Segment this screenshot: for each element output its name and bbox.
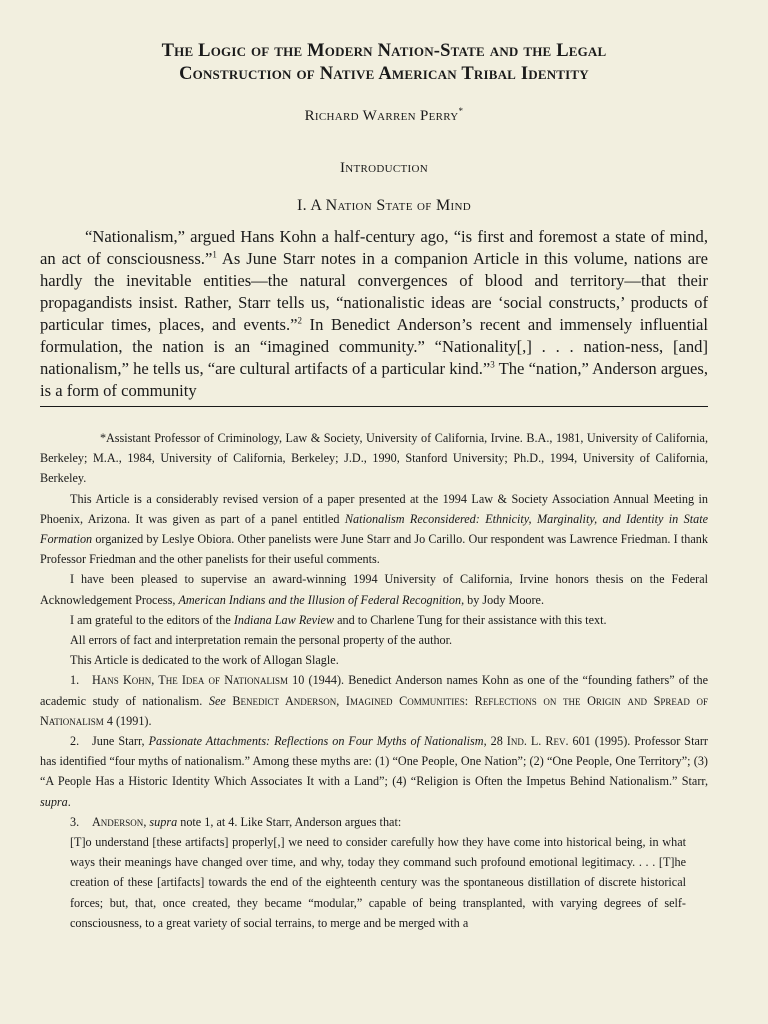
footnote-grateful <box>40 610 708 630</box>
body-paragraph <box>40 226 708 402</box>
thesis-title: American Indians and the Illusion of Federal Recognition <box>178 592 462 607</box>
footnote-text: This Article is a considerably revised version of a paper presented at the 1994 Law & Society Association Annual Meeting in Phoenix, Arizona. It was given as part of a panel entitled <box>40 491 708 526</box>
journal-name: Indiana Law Review <box>233 612 335 627</box>
body-text-segment: In Benedict Anderson’s recent and immensely influential formulation, the nation is an “imagined community.” “Nationality[,] . . . nation-ness, [and] nationalism,” he tells us, “are cultural artifacts of a particular kind.” <box>40 315 708 378</box>
footnote-text: Assistant Professor of Criminology, Law & Society, University of California, Irvine. B.A., 1981, University of California, Berkeley; M.A., 1984, University of California, Berkeley; J.D., 1990, Stanford University; Ph.D., 1994, University of California, Berkeley. <box>40 431 708 486</box>
footnote-text: . <box>67 794 71 809</box>
author-line <box>0 106 768 125</box>
introduction-heading: Introduction <box>339 160 429 176</box>
panel-title: Nationalism Reconsidered: Ethnicity, Marginality, and Identity in State Formation <box>40 511 708 547</box>
body-text-segment: The “nation,” Anderson argues, is a form of community <box>40 359 708 400</box>
footnote-ref-3: 3 <box>490 359 495 370</box>
citation-signal: See <box>208 693 226 708</box>
book-citation: Benedict Anderson, Imagined Communities: Reflections on the Origin and Spread of Nationalism <box>40 693 708 728</box>
citation-signal: supra <box>40 794 68 809</box>
footnote-revision <box>40 489 708 570</box>
footnote-ref-1: 1 <box>212 249 217 260</box>
journal-abbreviation: Ind. L. Rev. <box>506 734 569 749</box>
footnote-text: and to Charlene Tung for their assistance with this text. <box>334 612 607 627</box>
footnote-text: 10 (1944). Benedict Anderson names Kohn as one of the “founding fathers” of the academic study of nationalism. <box>40 673 708 708</box>
footnote-1 <box>40 670 708 731</box>
title-line-1: The Logic of the Modern Nation-State and the Legal <box>161 41 607 61</box>
article-citation-title: Passionate Attachments: Reflections on Four Myths of Nationalism <box>148 734 484 749</box>
author-footnote-mark: * <box>458 106 464 116</box>
footnote-text: I have been pleased to supervise an award-winning 1994 University of California, Irvine honors thesis on the Federal Acknowledgement Process, <box>40 572 708 607</box>
citation-signal: supra <box>149 814 178 829</box>
body-text-segment: “Nationalism,” argued Hans Kohn a half-century ago, “is first and foremost a state of mind, an act of consciousness.” <box>40 227 708 268</box>
article-title <box>40 40 728 86</box>
title-line-2: Construction of Native American Tribal Identity <box>179 64 589 84</box>
footnote-divider <box>40 406 708 407</box>
body-text <box>40 226 708 402</box>
block-quote: [T]o understand [these artifacts] properly[,] we need to consider carefully how they have come into historical being, in what ways their meanings have changed over time, and why, today they command such profound emotional legitimacy. . . . [T]he creation of these [artifacts] towards the end of the eighteenth century was the spontaneous distillation of discrete historical forces; but, that, once created, they became “modular,” capable of being transplanted, with varying degrees of self-consciousness, to a great variety of social terrains, to merge and be merged with a <box>70 835 686 930</box>
footnote-text: 4 (1991). <box>103 713 152 728</box>
footnotes <box>40 428 708 933</box>
footnote-number: 1. <box>70 673 80 688</box>
footnote-dedication: This Article is dedicated to the work of Allogan Slagle. <box>70 653 339 668</box>
footnote-text: note 1, at 4. Like Starr, Anderson argues that: <box>177 814 402 829</box>
author-citation: Anderson <box>92 814 144 829</box>
section-heading: I. A Nation State of Mind <box>297 197 471 214</box>
book-citation: Hans Kohn, The Idea of Nationalism <box>92 673 289 688</box>
author-name: Richard Warren Perry <box>304 108 459 124</box>
footnote-ref-2: 2 <box>297 315 302 326</box>
body-text-segment: As June Starr notes in a companion Article in this volume, nations are hardly the inevitable entities—the natural convergences of blood and territory—that their propagandists insist. Rather, Starr tells us, “nationalistic ideas are ‘social constructs,’ products of particular times, places, and events.” <box>40 249 708 334</box>
footnote-number: 3. <box>70 814 80 829</box>
footnote-star-mark: * <box>100 431 107 445</box>
footnote-text: , by Jody Moore. <box>461 592 545 607</box>
footnote-text: , <box>143 814 150 829</box>
footnote-star <box>40 428 708 489</box>
footnote-text: organized by Leslye Obiora. Other panelists were June Starr and Jo Carillo. Our respondent was Lawrence Friedman. I thank Professor Friedman and the other panelists for their useful comments. <box>40 532 708 567</box>
footnote-text: I am grateful to the editors of the <box>70 612 234 627</box>
footnote-text: June Starr, <box>92 734 149 749</box>
footnote-number: 2. <box>70 734 80 749</box>
footnote-errors: All errors of fact and interpretation remain the personal property of the author. <box>70 633 453 648</box>
footnote-text: , 28 <box>483 734 507 749</box>
footnote-2 <box>40 731 708 812</box>
footnote-3 <box>40 812 708 832</box>
footnote-thesis <box>40 569 708 609</box>
footnote-text: 601 (1995). Professor Starr has identified “four myths of nationalism.” Among these myths are: (1) “One People, One Nation”; (2) “One People, One Territory”; (3) “A People Has a Historic Identity Which Associates It with a Land”; (4) “Religion is Often the Impetus Behind Nationalism.” Starr, <box>40 734 708 789</box>
